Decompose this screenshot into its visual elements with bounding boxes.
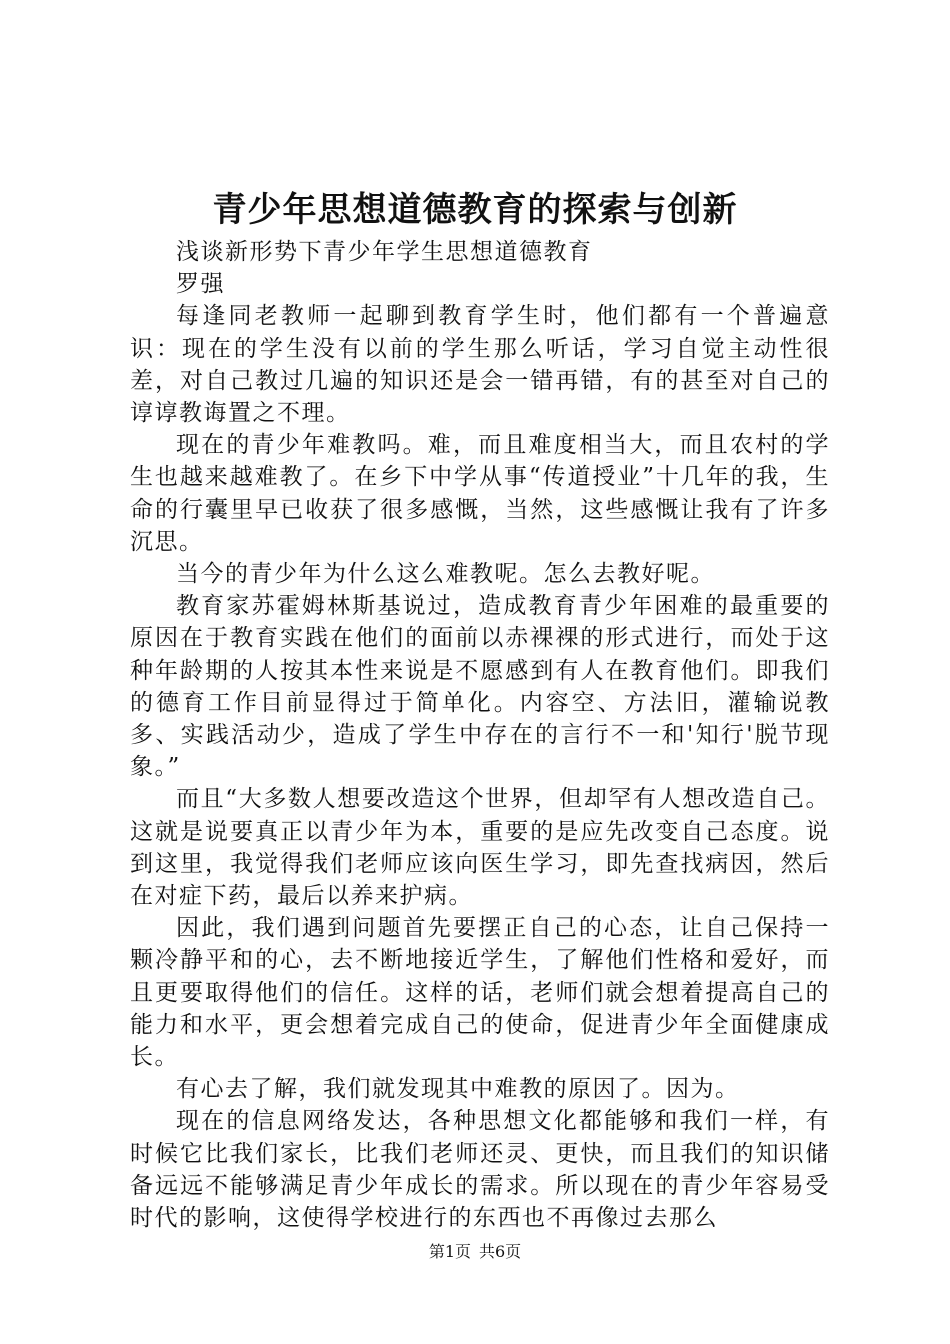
body-paragraph: 当今的青少年为什么这么难教呢。怎么去教好呢。: [176, 561, 715, 588]
body-paragraph: 因此，我们遇到问题首先要摆正自己的心态，让自己保持一颗冷静平和的心，去不断地接近学生，了解他们性格和爱好，而且更要取得他们的信任。这样的话，老师们就会想着提高自己的能力和水平，更会想着完成自己的使命，促进青少年全面健康成长。: [130, 915, 830, 1071]
body-paragraph: 每逢同老教师一起聊到教育学生时，他们都有一个普遍意识：现在的学生没有以前的学生那么听话，学习自觉主动性很差，对自己教过几遍的知识还是会一错再错，有的甚至对自己的谆谆教诲置之不理。: [130, 303, 830, 427]
page-footer: [0, 1240, 950, 1264]
page-number: 第1页: [428, 1242, 471, 1261]
body-paragraph: 而且“大多数人想要改造这个世界，但却罕有人想改造自己。这就是说要真正以青少年为本，重要的是应先改变自己态度。说到这里，我觉得我们老师应该向医生学习，即先查找病因，然后在对症下药，最后以养来护病。: [130, 786, 830, 910]
subtitle-paragraph: 浅谈新形势下青少年学生思想道德教育: [176, 239, 593, 265]
page-total: 共6页: [479, 1242, 522, 1261]
body-paragraph: 有心去了解，我们就发现其中难教的原因了。因为。: [176, 1076, 740, 1103]
body-paragraph: 现在的青少年难教吗。难，而且难度相当大，而且农村的学生也越来越难教了。在乡下中学从事“传道授业”十几年的我，生命的行囊里早已收获了很多感慨，当然，这些感慨让我有了许多沉思。: [130, 432, 830, 555]
document-body: [130, 236, 830, 1234]
body-paragraph: 现在的信息网络发达，各种思想文化都能够和我们一样，有时候它比我们家长，比我们老师还灵、更快，而且我们的知识储备远远不能够满足青少年成长的需求。所以现在的青少年容易受时代的影响，这使得学校进行的东西也不再像过去那么: [130, 1108, 830, 1232]
author-paragraph: 罗强: [176, 271, 225, 298]
body-paragraph: 教育家苏霍姆林斯基说过，造成教育青少年困难的最重要的原因在于教育实践在他们的面前以赤裸裸的形式进行，而处于这种年龄期的人按其本性来说是不愿感到有人在教育他们。即我们的德育工作目前显得过于简单化。内容空、方法旧，灌输说教多、实践活动少，造成了学生中存在的言行不一和'知行'脱节现象。”: [130, 593, 830, 781]
document-title: 青少年思想道德教育的探索与创新: [212, 190, 738, 230]
